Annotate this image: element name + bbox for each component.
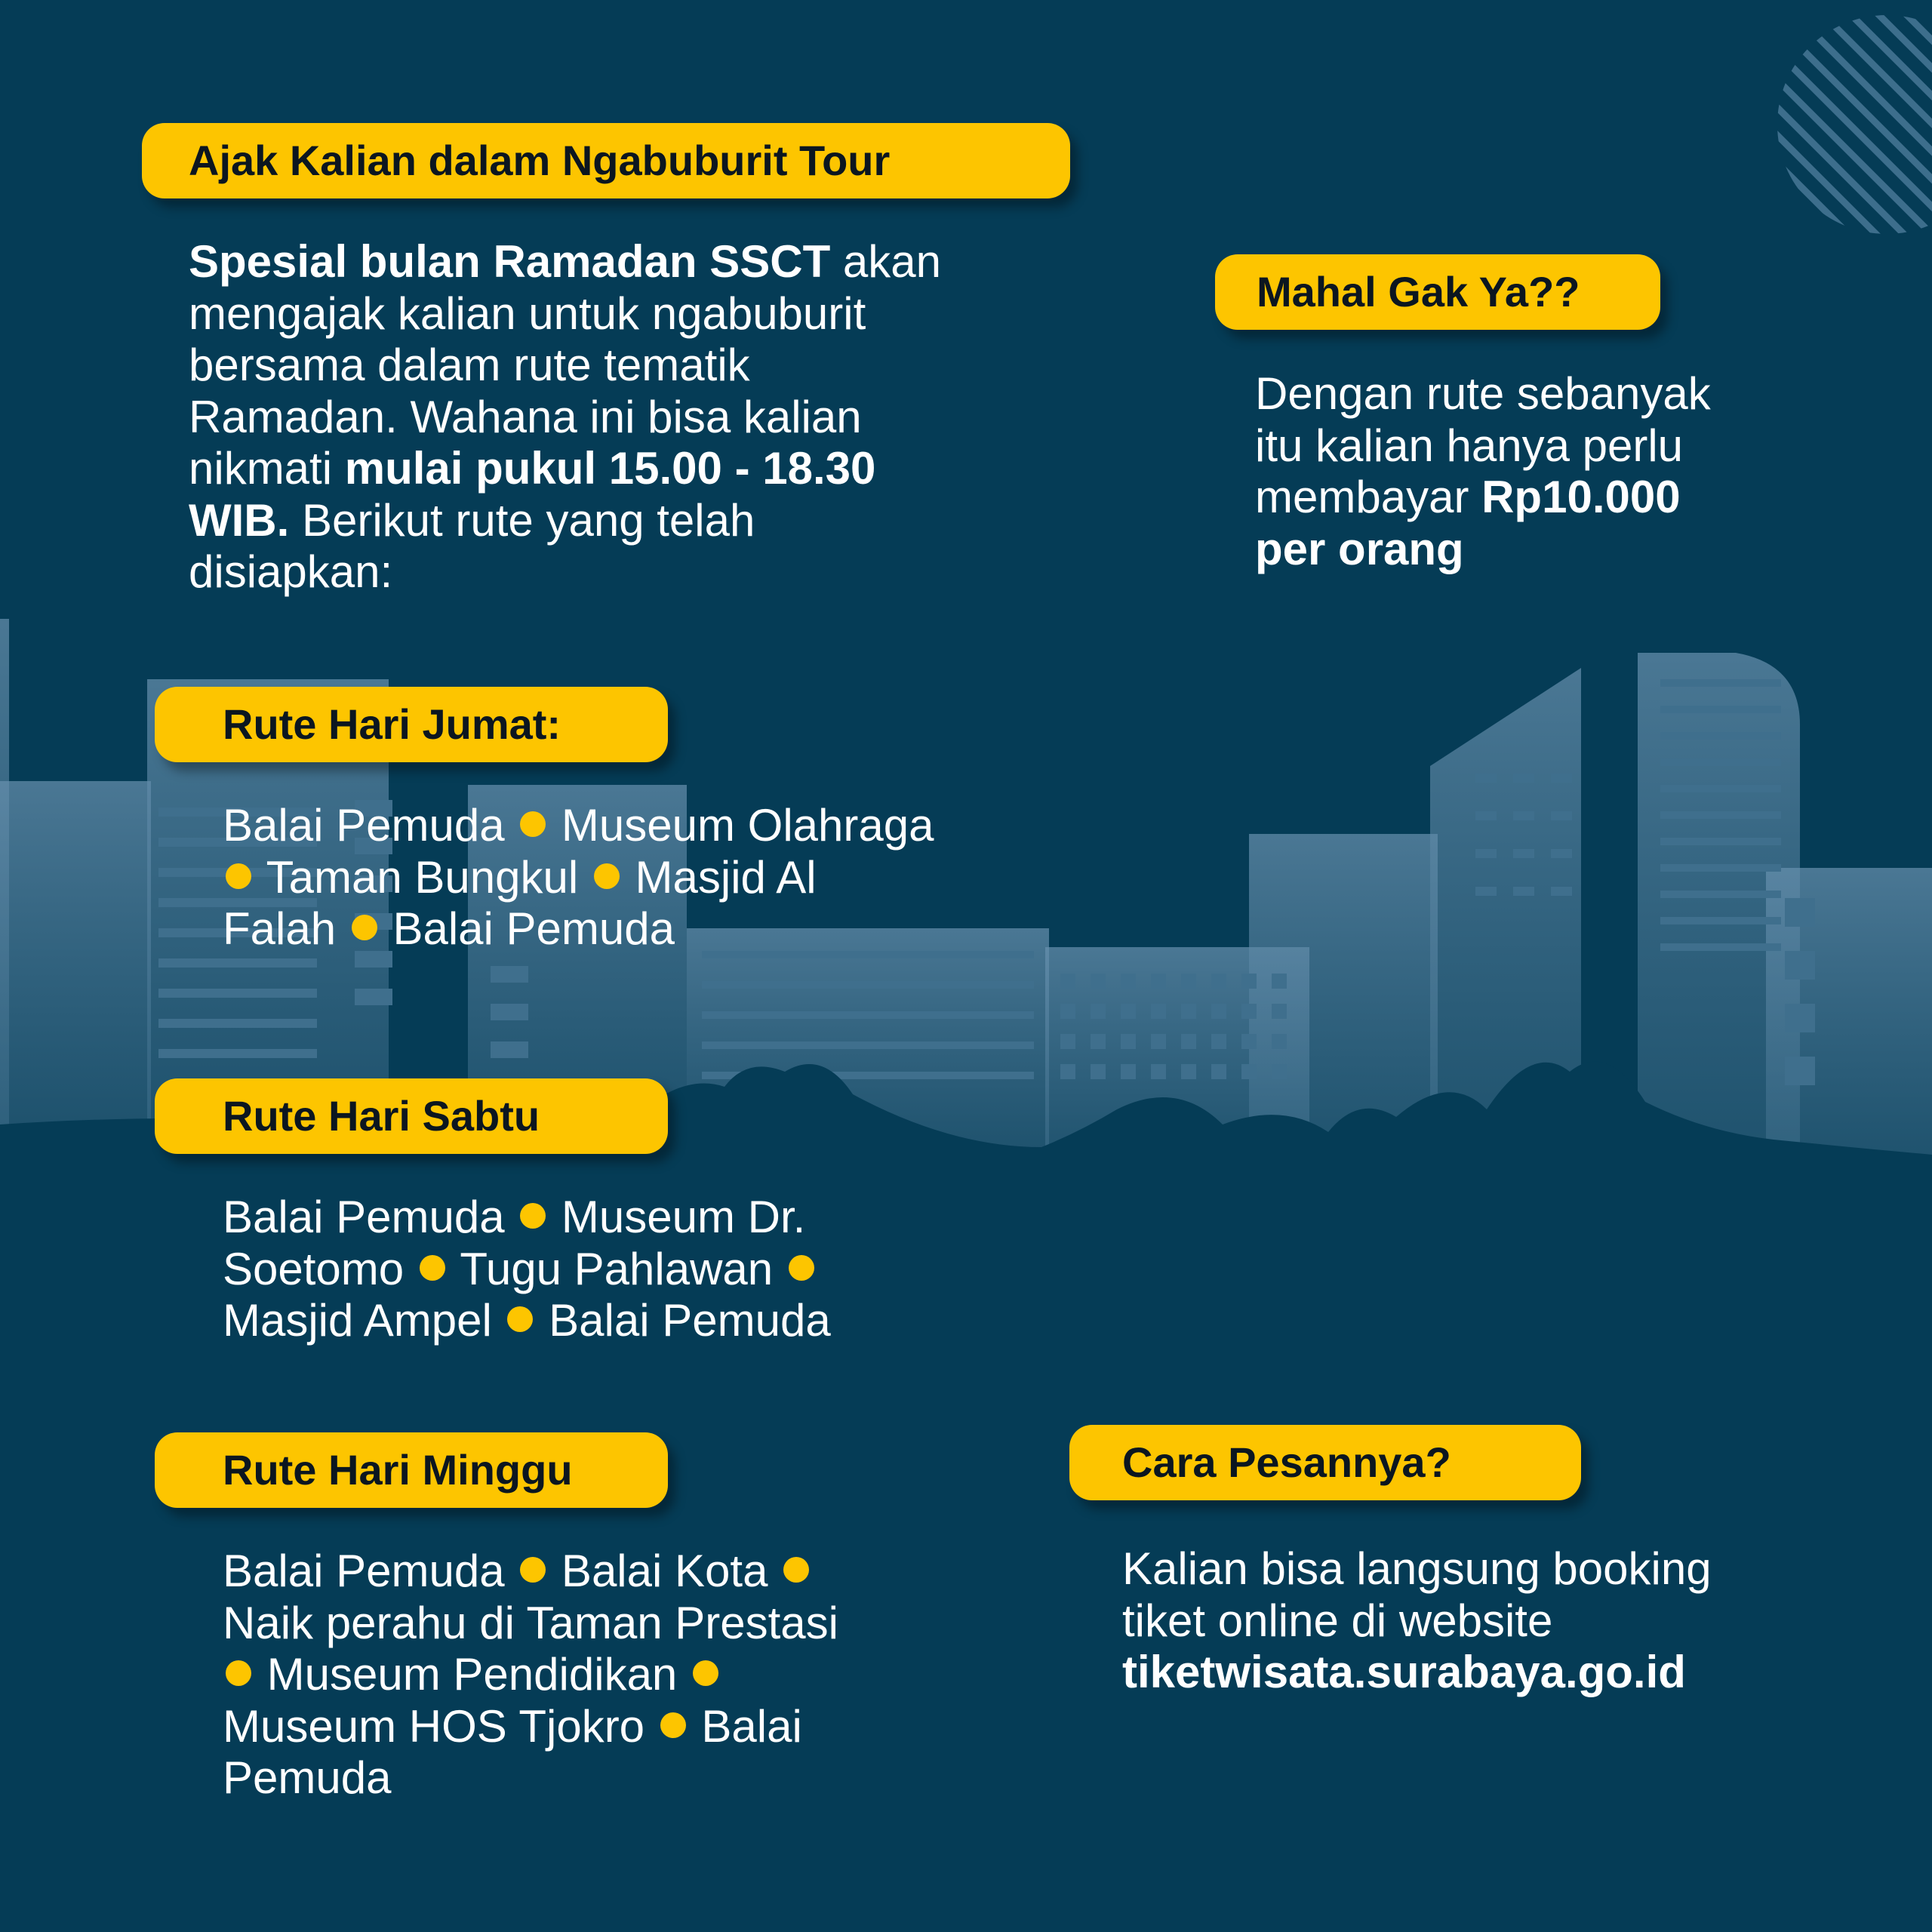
striped-circle-top-right: [1777, 15, 1932, 234]
booking-website-link[interactable]: tiketwisata.surabaya.go.id: [1122, 1647, 1686, 1697]
price-text-3: membayar: [1255, 472, 1482, 522]
bullet-dot-icon: [693, 1660, 718, 1686]
sunday-stop-4: Museum Pendidikan: [266, 1649, 678, 1700]
saturday-route-title: Rute Hari Sabtu: [155, 1078, 668, 1154]
friday-route-list: [223, 800, 1091, 955]
friday-stop-4: Masjid Al: [635, 851, 817, 903]
price-amount: Rp10.000: [1481, 472, 1681, 522]
price-title-label: Mahal Gak Ya??: [1215, 254, 1660, 330]
bullet-dot-icon: [594, 863, 620, 889]
intro-text-2: mengajak kalian untuk ngabuburit: [189, 288, 866, 339]
bullet-dot-icon: [520, 811, 546, 837]
saturday-stop-5: Balai Pemuda: [549, 1295, 831, 1346]
sunday-stop-6-cont: Pemuda: [223, 1752, 392, 1803]
intro-text-1: akan: [830, 236, 942, 287]
intro-title-label: Ajak Kalian dalam Ngabuburit Tour: [142, 123, 1070, 198]
sunday-stop-6: Balai: [701, 1700, 802, 1752]
intro-bold-wib: WIB.: [189, 494, 290, 546]
price-text-1: Dengan rute sebanyak: [1255, 368, 1711, 419]
intro-text-7: disiapkan:: [189, 546, 393, 597]
intro-text-5: nikmati: [189, 443, 345, 494]
saturday-stop-2-cont: Soetomo: [223, 1243, 405, 1294]
sunday-route-title: Rute Hari Minggu: [155, 1432, 668, 1508]
price-text: [1255, 368, 1874, 575]
saturday-route-list: [223, 1192, 1091, 1347]
friday-stop-5: Balai Pemuda: [392, 903, 675, 954]
friday-stop-2: Museum Olahraga: [561, 800, 934, 851]
sunday-route-list: [223, 1546, 1091, 1804]
bullet-dot-icon: [789, 1255, 814, 1281]
intro-text-6: Berikut rute yang telah: [289, 494, 755, 546]
bullet-dot-icon: [520, 1203, 546, 1229]
bullet-dot-icon: [507, 1306, 533, 1332]
sunday-stop-1: Balai Pemuda: [223, 1546, 505, 1596]
intro-bold-time: mulai pukul 15.00 - 18.30: [344, 443, 876, 494]
bullet-dot-icon: [226, 1660, 251, 1686]
saturday-stop-3: Tugu Pahlawan: [460, 1243, 774, 1294]
sunday-stop-3: Naik perahu di Taman Prestasi: [223, 1597, 838, 1648]
saturday-stop-4: Masjid Ampel: [223, 1295, 492, 1346]
intro-text: [189, 236, 1057, 598]
bullet-dot-icon: [783, 1557, 809, 1583]
booking-text-2: tiket online di website: [1122, 1595, 1553, 1646]
booking-text: [1122, 1543, 1915, 1699]
intro-text-3: bersama dalam rute tematik: [189, 340, 750, 390]
bullet-dot-icon: [352, 915, 377, 940]
bullet-dot-icon: [520, 1557, 546, 1583]
friday-route-title: Rute Hari Jumat:: [155, 687, 668, 762]
bullet-dot-icon: [420, 1255, 445, 1281]
bullet-dot-icon: [226, 863, 251, 889]
price-text-2: itu kalian hanya perlu: [1255, 420, 1684, 471]
friday-stop-4-cont: Falah: [223, 903, 337, 954]
saturday-stop-2: Museum Dr.: [561, 1192, 806, 1242]
price-per-person: per orang: [1255, 523, 1464, 574]
bullet-dot-icon: [660, 1712, 686, 1738]
booking-text-1: Kalian bisa langsung booking: [1122, 1543, 1712, 1594]
sunday-stop-5: Museum HOS Tjokro: [223, 1700, 645, 1752]
friday-stop-1: Balai Pemuda: [223, 800, 505, 851]
sunday-stop-2: Balai Kota: [561, 1546, 768, 1596]
intro-text-4: Ramadan. Wahana ini bisa kalian: [189, 391, 862, 442]
intro-bold-ssct: Spesial bulan Ramadan SSCT: [189, 236, 831, 287]
saturday-stop-1: Balai Pemuda: [223, 1192, 505, 1242]
friday-stop-3: Taman Bungkul: [266, 851, 579, 903]
booking-title-label: Cara Pesannya?: [1069, 1425, 1581, 1500]
